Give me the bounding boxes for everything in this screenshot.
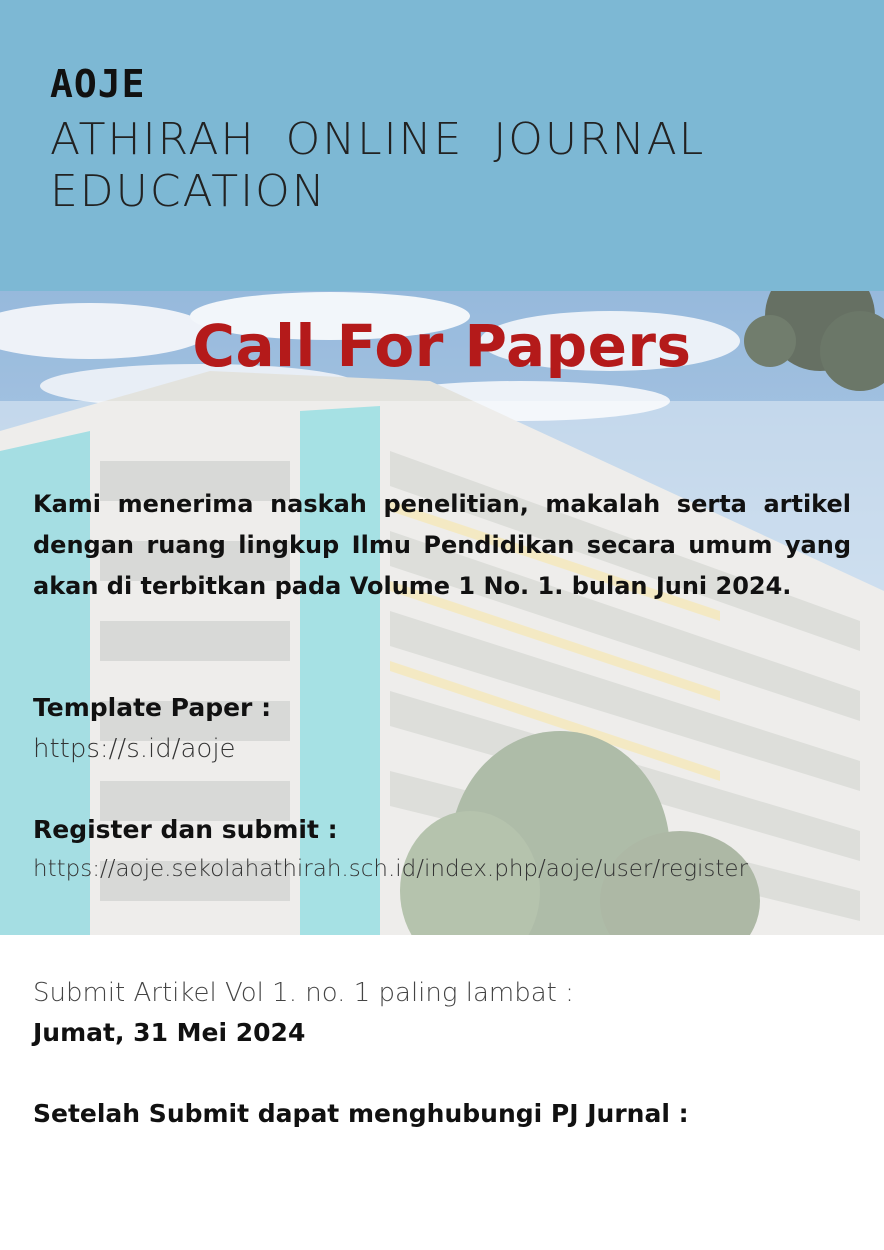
deadline-date: Jumat, 31 Mei 2024 <box>33 1018 306 1047</box>
photo-overlay <box>0 401 884 935</box>
register-submit-label: Register dan submit : <box>33 815 338 844</box>
template-paper-label: Template Paper : <box>33 693 272 722</box>
template-paper-link[interactable]: https://s.id/aoje <box>33 734 236 764</box>
journal-full-name: ATHIRAH ONLINE JOURNAL EDUCATION <box>50 114 706 217</box>
call-for-papers-title: Call For Papers <box>192 312 692 380</box>
journal-abbreviation: AOJE <box>50 62 146 106</box>
journal-header <box>0 0 884 291</box>
contact-label: Setelah Submit dapat menghubungi PJ Jurnal : <box>33 1099 689 1128</box>
announcement-text: Kami menerima naskah penelitian, makalah serta artikel dengan ruang lingkup Ilmu Pendidikan secara umum yang akan di terbitkan pada Volume 1 No. 1. bulan Juni 2024. <box>33 490 851 600</box>
deadline-label: Submit Artikel Vol 1. no. 1 paling lambat : <box>33 978 574 1008</box>
register-submit-link[interactable]: https://aoje.sekolahathirah.sch.id/index.php/aoje/user/register <box>33 856 749 882</box>
